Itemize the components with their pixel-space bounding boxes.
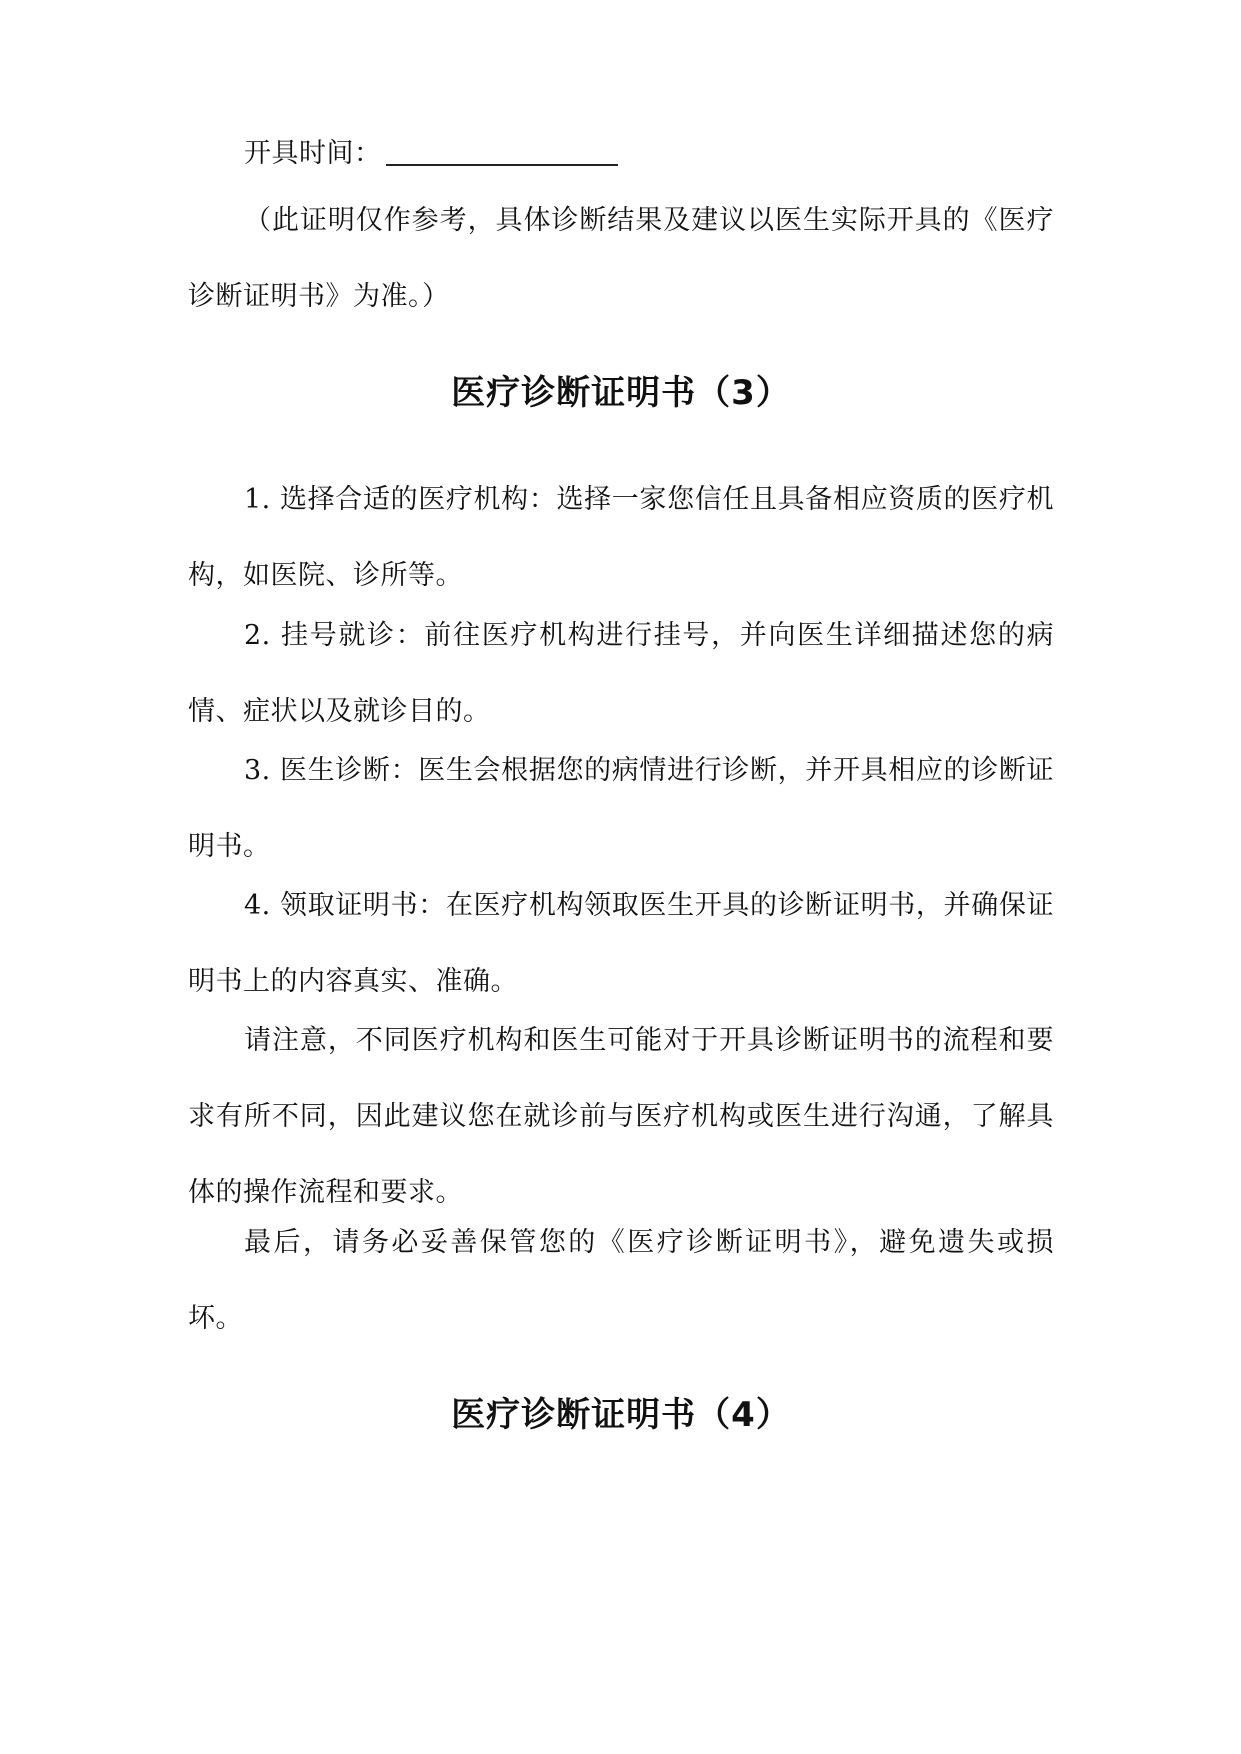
reference-note: （此证明仅作参考，具体诊断结果及建议以医生实际开具的《医疗诊断证明书》为准。） <box>188 205 1054 312</box>
issue-time-blank <box>386 136 618 166</box>
final-paragraph: 最后，请务必妥善保管您的《医疗诊断证明书》，避免遗失或损坏。 <box>188 1227 1054 1334</box>
issue-time-label: 开具时间： <box>244 138 382 169</box>
step-3: 3. 医生诊断：医生会根据您的病情进行诊断，并开具相应的诊断证明书。 <box>188 755 1054 862</box>
step-1: 1. 选择合适的医疗机构：选择一家您信任且具备相应资质的医疗机构，如医院、诊所等。 <box>188 484 1054 591</box>
section-3-title: 医疗诊断证明书（3） <box>451 373 791 413</box>
issue-time-line <box>188 116 1054 192</box>
step-4: 4. 领取证明书：在医疗机构领取医生开具的诊断证明书，并确保证明书上的内容真实、准确。 <box>188 890 1054 997</box>
step-2: 2. 挂号就诊：前往医疗机构进行挂号，并向医生详细描述您的病情、症状以及就诊目的。 <box>188 620 1054 727</box>
notice-paragraph: 请注意，不同医疗机构和医生可能对于开具诊断证明书的流程和要求有所不同，因此建议您在就诊前与医疗机构或医生进行沟通，了解具体的操作流程和要求。 <box>188 1025 1054 1208</box>
section-4-title: 医疗诊断证明书（4） <box>451 1395 791 1435</box>
